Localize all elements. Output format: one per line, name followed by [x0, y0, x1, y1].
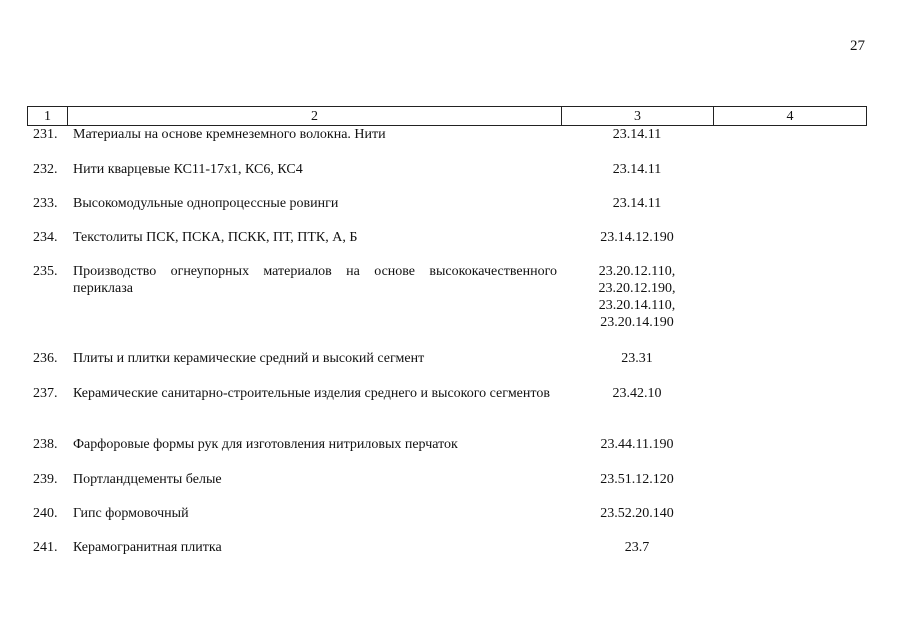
row-code: [561, 436, 713, 453]
row-code: [561, 539, 713, 556]
okpd-code: 23.20.14.190: [600, 315, 674, 330]
row-name: Фарфоровые формы рук для изготовления нитриловых перчаток: [73, 437, 458, 452]
row-code: [561, 505, 713, 522]
row-number: 235.: [33, 264, 58, 279]
row-number: 239.: [33, 472, 58, 487]
okpd-code: 23.14.12.190: [600, 230, 674, 245]
row-name: Материалы на основе кремнеземного волокна. Нити: [73, 127, 386, 142]
row-name: Портландцементы белые: [73, 472, 222, 487]
okpd-code: 23.31: [621, 351, 653, 366]
row-code: [561, 350, 713, 367]
row-name: Керамические санитарно-строительные изделия среднего и высокого сегментов: [73, 386, 550, 401]
okpd-code: 23.20.12.190,: [598, 281, 676, 296]
row-number: 234.: [33, 230, 58, 245]
header-col-1: 1: [28, 107, 68, 125]
row-number: 238.: [33, 437, 58, 452]
row-code: [561, 263, 713, 331]
row-code: [561, 229, 713, 246]
table-header: [27, 106, 867, 126]
row-code: [561, 195, 713, 212]
okpd-code: 23.20.12.110,: [598, 264, 676, 279]
okpd-code: 23.51.12.120: [600, 472, 674, 487]
row-number: 231.: [33, 127, 58, 142]
okpd-code: 23.44.11.190: [600, 437, 674, 452]
row-name: Плиты и плитки керамические средний и высокий сегмент: [73, 351, 425, 366]
row-number: 232.: [33, 162, 58, 177]
row-number: 233.: [33, 196, 58, 211]
okpd-code: 23.52.20.140: [600, 506, 674, 521]
row-code: [561, 385, 713, 402]
okpd-code: 23.7: [624, 540, 650, 555]
okpd-code: 23.42.10: [612, 386, 662, 401]
header-col-4: 4: [786, 109, 794, 124]
row-name: Высокомодульные однопроцессные ровинги: [73, 196, 339, 211]
row-number: 236.: [33, 351, 58, 366]
row-number: 237.: [33, 386, 58, 401]
row-name: Нити кварцевые КС11-17х1, КС6, КС4: [73, 162, 303, 177]
okpd-code: 23.14.11: [612, 196, 662, 211]
row-number: 240.: [33, 506, 58, 521]
row-name: Керамогранитная плитка: [73, 540, 222, 555]
okpd-code: 23.14.11: [612, 162, 662, 177]
okpd-code: 23.14.11: [612, 127, 662, 142]
row-name: Производство огнеупорных материалов на основе высококачественного периклаза: [73, 264, 557, 296]
row-number: 241.: [33, 540, 58, 555]
row-name: Гипс формовочный: [73, 506, 189, 521]
row-code: [561, 161, 713, 178]
header-col-3: 3: [562, 107, 714, 125]
okpd-code: 23.20.14.110,: [598, 298, 676, 313]
row-name: Текстолиты ПСК, ПСКА, ПСКК, ПТ, ПТК, А, Б: [73, 230, 358, 245]
row-code: [561, 126, 713, 143]
row-code: [561, 471, 713, 488]
header-col-2: 2: [68, 107, 562, 125]
page-number: 27: [850, 38, 865, 54]
